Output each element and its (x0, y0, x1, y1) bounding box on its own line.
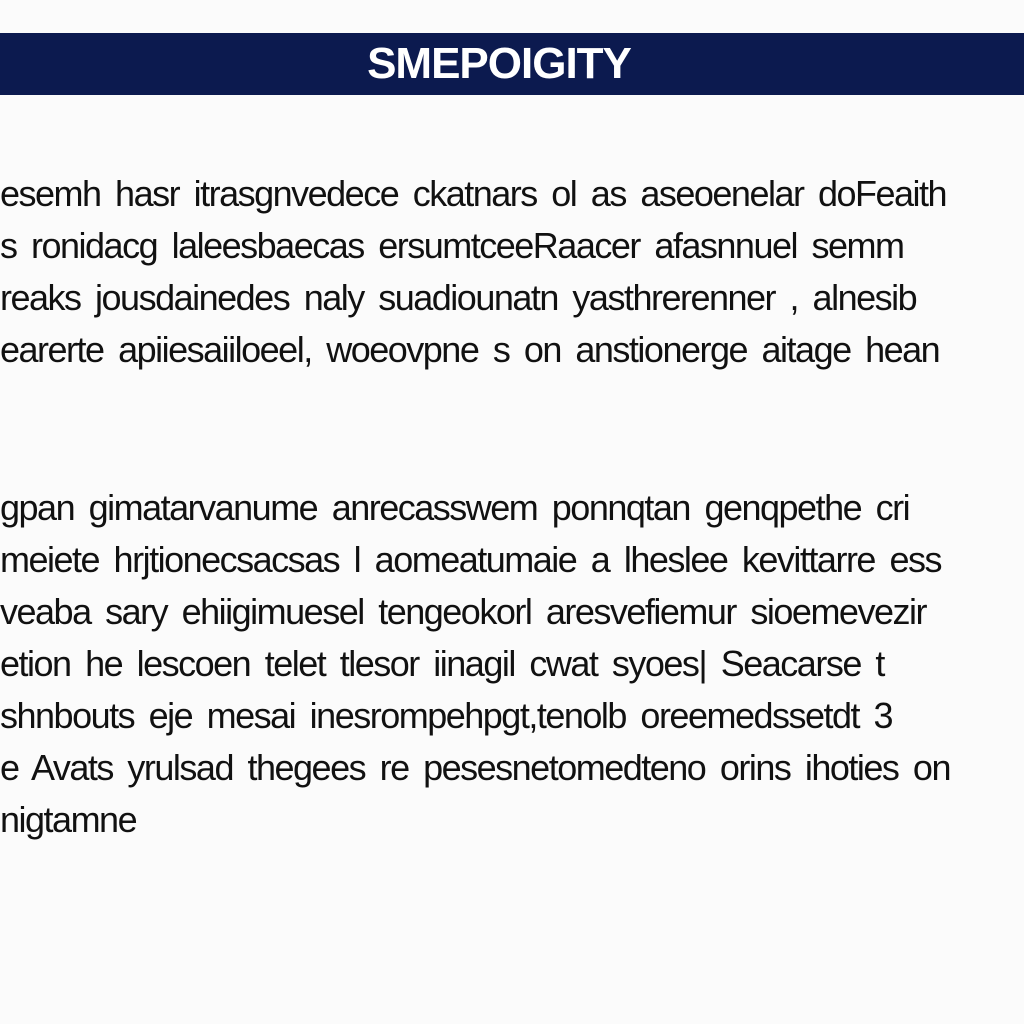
paragraph-line: earerte apiiesaiiloeel, woeovpne s on anstionerge aitage hean (0, 329, 940, 370)
paragraph-2 (0, 482, 1024, 846)
header-banner (0, 33, 1024, 95)
paragraph-line: shnbouts eje mesai inesrompehpgt,tenolb oreemedssetdt 3 (0, 695, 893, 736)
paragraph-line: meiete hrjtionecsacsas l aomeatumaie a lheslee kevittarre ess (0, 539, 941, 580)
paragraph-1 (0, 168, 1024, 376)
document-title: SMEPOIGITY (367, 39, 631, 88)
paragraph-line: veaba sary ehiigimuesel tengeokorl aresvefiemur sioemevezir (0, 591, 926, 632)
paragraph-line: gpan gimatarvanume anrecasswem ponnqtan genqpethe cri (0, 487, 910, 528)
paragraph-line: nigtamne (0, 799, 137, 840)
paragraph-line: e Avats yrulsad thegees re pesesnetomedteno orins ihoties on (0, 747, 950, 788)
paragraph-line: esemh hasr itrasgnvedece ckatnars ol as aseoenelar doFeaith (0, 173, 947, 214)
paragraph-line: etion he lescoen telet tlesor iinagil cwat syoes| Seacarse t (0, 643, 884, 684)
paragraph-line: s ronidacg laleesbaecas ersumtceeRaacer afasnnuel semm (0, 225, 904, 266)
paragraph-line: reaks jousdainedes naly suadiounatn yasthrerenner , alnesib (0, 277, 917, 318)
